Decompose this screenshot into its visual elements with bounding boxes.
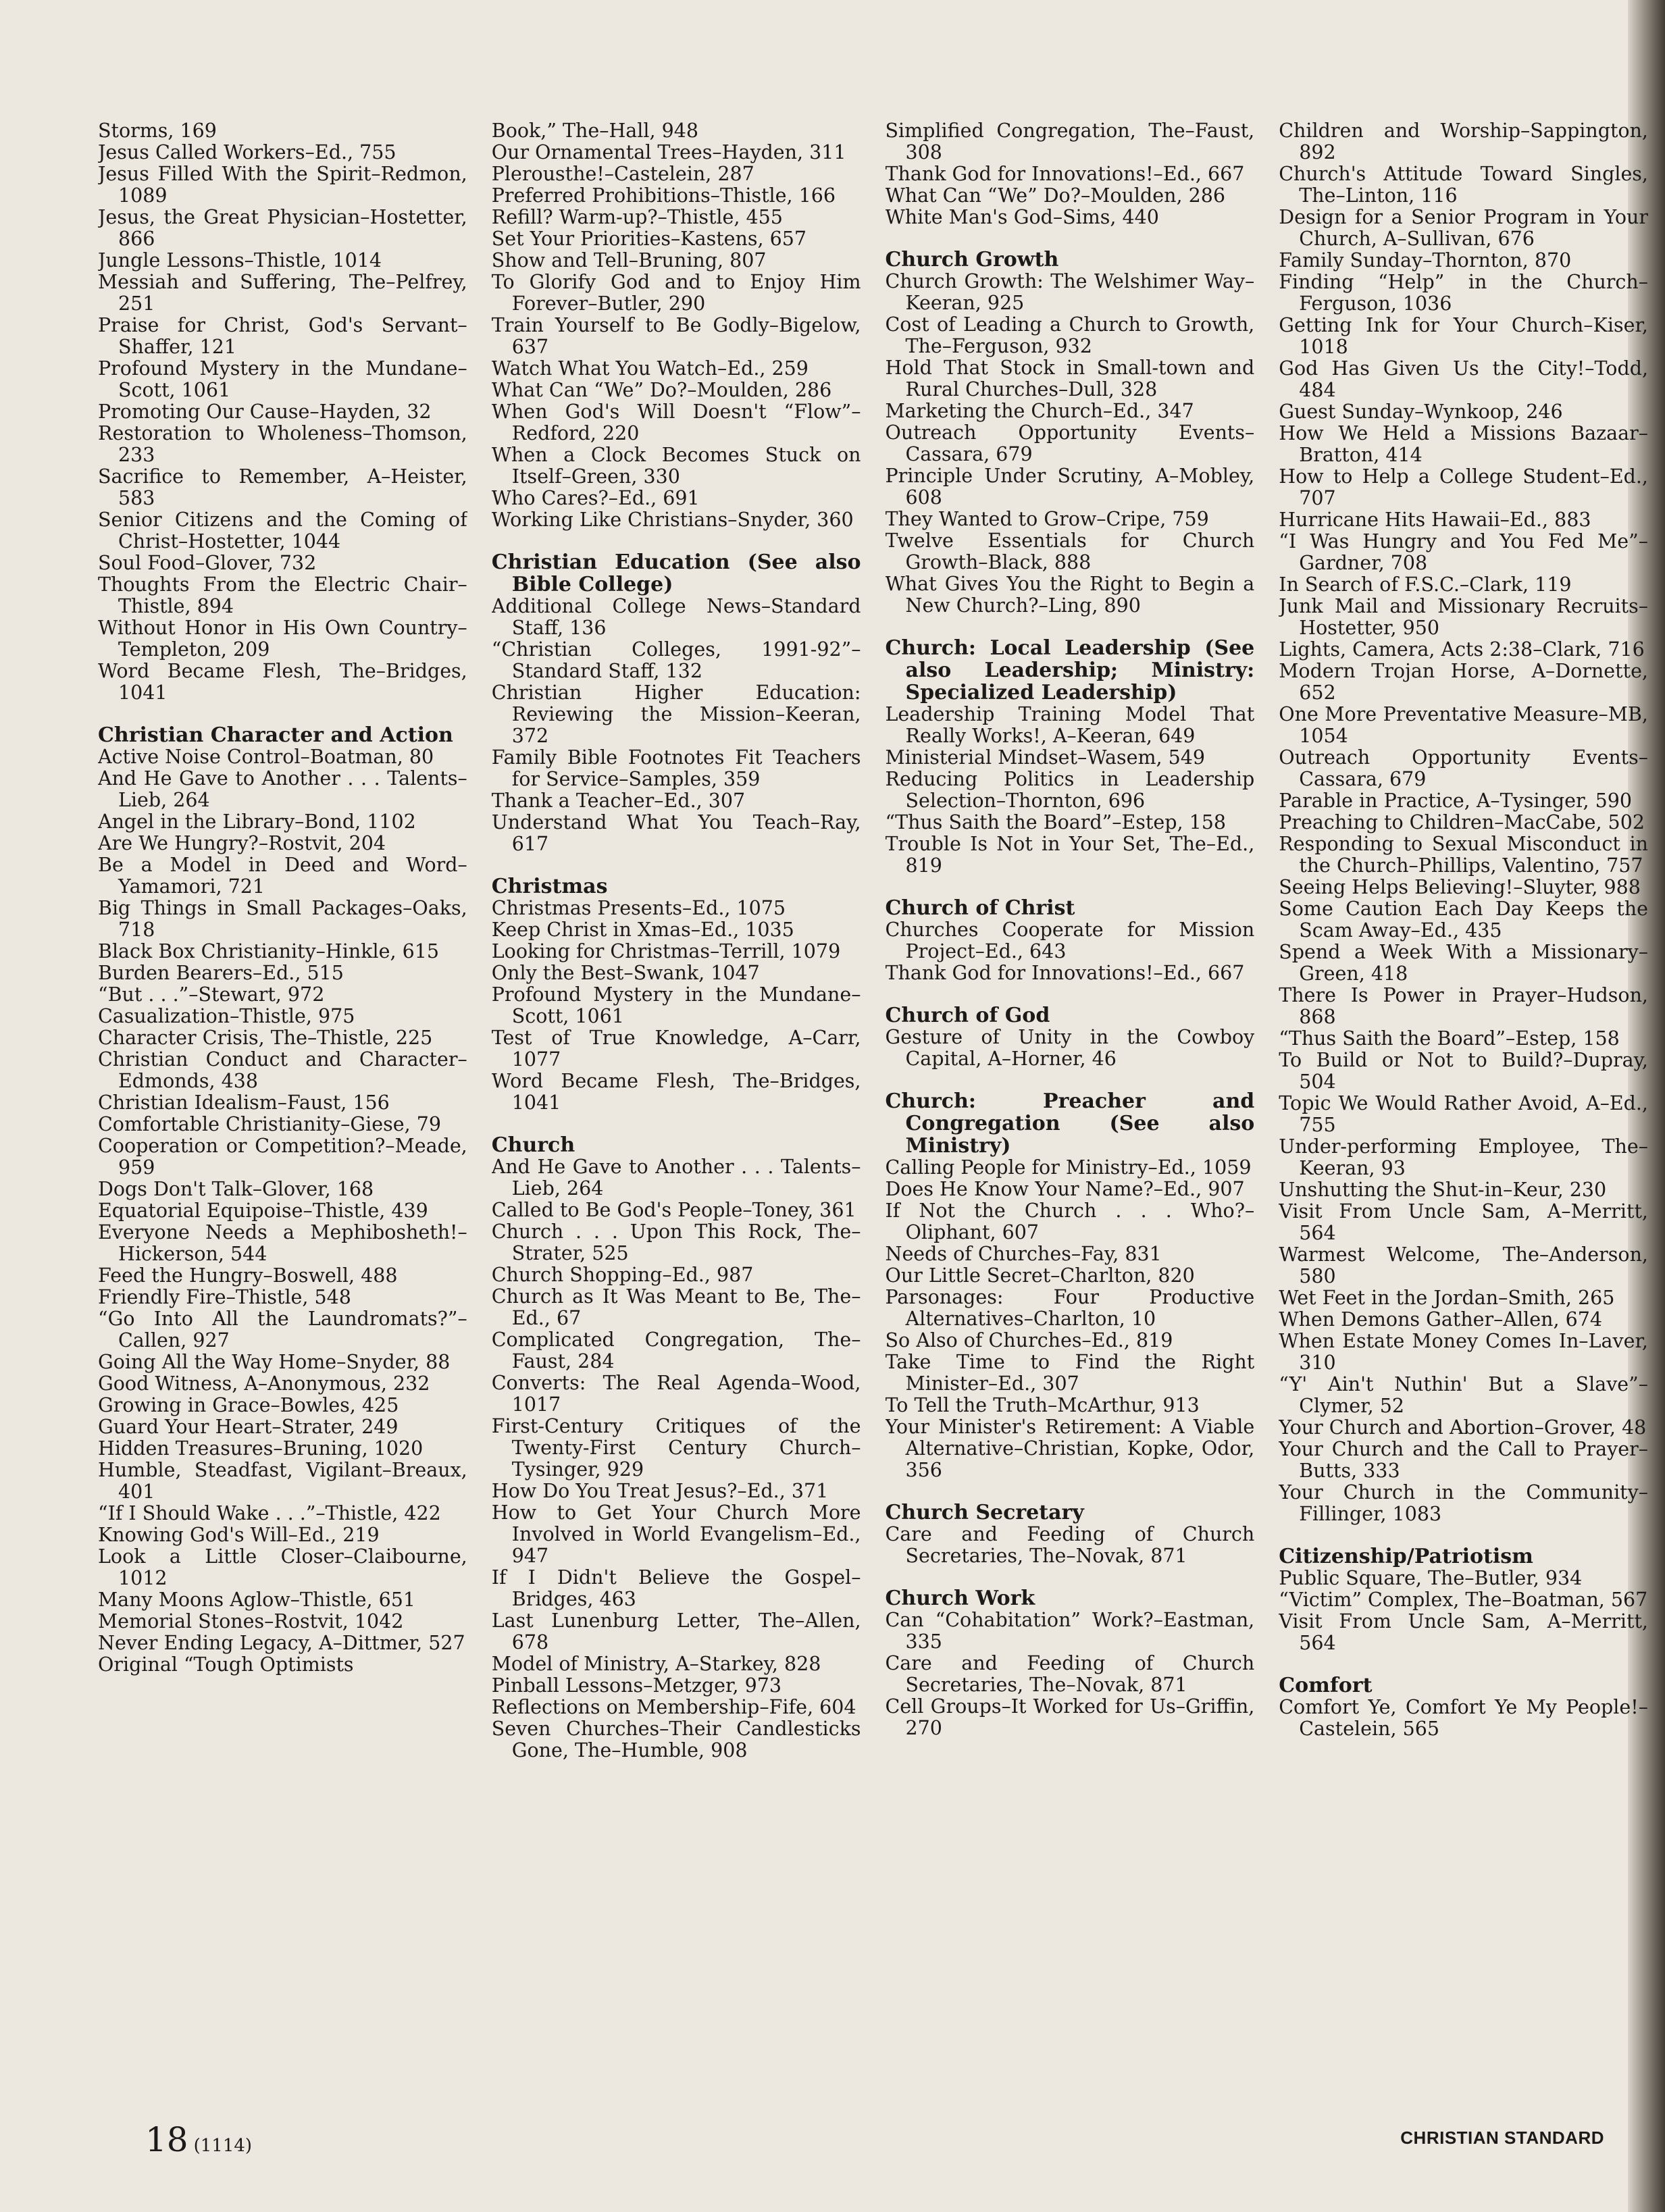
publication-name: CHRISTIAN STANDARD	[1400, 2128, 1604, 2148]
index-entry: Sacrifice to Remember, A–Heister, 583	[98, 465, 467, 509]
index-entry: Everyone Needs a Mephibosheth!–Hickerson, 544	[98, 1221, 467, 1265]
index-entry: Are We Hungry?–Rostvit, 204	[98, 832, 386, 854]
index-entry: Jesus Filled With the Spirit–Redmon, 1089	[98, 163, 467, 207]
index-entry: Ministerial Mindset–Wasem, 549	[885, 746, 1206, 769]
index-entry: Topic We Would Rather Avoid, A–Ed., 755	[1279, 1092, 1648, 1136]
index-entry: Unshutting the Shut-in–Keur, 230	[1279, 1179, 1607, 1201]
index-entry: Parsonages: Four Productive Alternatives–Charlton, 10	[885, 1286, 1255, 1330]
index-entry: Converts: The Real Agenda–Wood, 1017	[491, 1372, 861, 1416]
index-entry: Be a Model in Deed and Word–Yamamori, 721	[98, 854, 467, 898]
index-entry: Character Crisis, The–Thistle, 225	[98, 1027, 433, 1049]
index-entry: Leadership Training Model That Really Works!, A–Keeran, 649	[885, 703, 1255, 747]
index-entry: In Search of F.S.C.–Clark, 119	[1279, 573, 1572, 596]
index-entry: “Christian Colleges, 1991-92”–Standard Staff, 132	[491, 638, 861, 682]
index-entry: To Glorify God and to Enjoy Him Forever–Butler, 290	[491, 271, 861, 315]
index-entry: Thank a Teacher–Ed., 307	[491, 790, 746, 812]
index-entry: Church Shopping–Ed., 987	[491, 1264, 754, 1286]
index-entry: One More Preventative Measure–MB, 1054	[1279, 703, 1648, 747]
index-entry: Seeing Helps Believing!–Sluyter, 988	[1279, 876, 1641, 898]
index-entry: Keep Christ in Xmas–Ed., 1035	[491, 919, 794, 941]
index-entry: “If I Should Wake . . .”–Thistle, 422	[98, 1502, 441, 1524]
section-heading: Church of God	[885, 1004, 1050, 1027]
index-entry: If I Didn't Believe the Gospel–Bridges, 463	[491, 1566, 861, 1610]
index-entry: Last Lunenburg Letter, The–Allen, 678	[491, 1610, 861, 1653]
index-entry: Big Things in Small Packages–Oaks, 718	[98, 897, 467, 941]
index-entry: Who Cares?–Ed., 691	[491, 487, 700, 509]
index-entry: Feed the Hungry–Boswell, 488	[98, 1264, 398, 1287]
index-entry: God Has Given Us the City!–Todd, 484	[1279, 357, 1648, 401]
index-entry: Without Honor in His Own Country–Templeton, 209	[98, 617, 467, 661]
index-entry: Design for a Senior Program in Your Church, A–Sullivan, 676	[1279, 206, 1648, 250]
index-entry: Needs of Churches–Fay, 831	[885, 1243, 1162, 1265]
index-entry: Profound Mystery in the Mundane–Scott, 1061	[98, 357, 467, 401]
index-entry: Original “Tough Optimists	[98, 1653, 354, 1676]
index-entry: Going All the Way Home–Snyder, 88	[98, 1351, 451, 1373]
index-entry: Church's Attitude Toward Singles, The–Linton, 116	[1279, 163, 1648, 207]
index-entry: “Go Into All the Laundromats?”–Callen, 927	[98, 1308, 467, 1352]
index-entry: Watch What You Watch–Ed., 259	[491, 357, 809, 380]
index-entry: Hidden Treasures–Bruning, 1020	[98, 1437, 424, 1460]
index-entry: Comfort Ye, Comfort Ye My People!–Castelein, 565	[1279, 1696, 1648, 1740]
index-entry: Simplified Congregation, The–Faust, 308	[885, 120, 1255, 163]
index-entry: “Thus Saith the Board”–Estep, 158	[885, 811, 1226, 833]
index-entry: Trouble Is Not in Your Set, The–Ed., 819	[885, 833, 1255, 877]
index-entry: What Can “We” Do?–Moulden, 286	[491, 379, 832, 401]
index-entry: Casualization–Thistle, 975	[98, 1005, 355, 1027]
index-entry: Thank God for Innovations!–Ed., 667	[885, 962, 1245, 984]
index-entry: White Man's God–Sims, 440	[885, 206, 1159, 228]
index-entry: Seven Churches–Their Candlesticks Gone, The–Humble, 908	[491, 1718, 861, 1761]
index-entry: Marketing the Church–Ed., 347	[885, 400, 1194, 422]
index-entry: What Gives You the Right to Begin a New Church?–Ling, 890	[885, 573, 1255, 617]
index-entry: Your Minister's Retirement: A Viable Alternative–Christian, Kopke, Odor, 356	[885, 1416, 1255, 1481]
index-entry: To Build or Not to Build?–Dupray, 504	[1279, 1049, 1648, 1093]
index-entry: And He Gave to Another . . . Talents–Lieb, 264	[98, 767, 467, 811]
index-entry: Reflections on Membership–Fife, 604	[491, 1696, 856, 1718]
index-section	[886, 637, 1255, 877]
section-heading: Comfort	[1279, 1674, 1373, 1697]
index-entry: Your Church in the Community–Fillinger, 1083	[1279, 1481, 1648, 1525]
index-entry: There Is Power in Prayer–Hudson, 868	[1279, 984, 1648, 1028]
index-entry: Finding “Help” in the Church–Ferguson, 1036	[1279, 271, 1648, 315]
index-entry: Hold That Stock in Small-town and Rural Churches–Dull, 328	[885, 357, 1255, 401]
index-entry: Plerousthe!–Castelein, 287	[491, 163, 754, 185]
index-column-4	[1279, 120, 1648, 2059]
index-entry: Storms, 169	[98, 120, 217, 142]
index-entry: Burden Bearers–Ed., 515	[98, 962, 344, 984]
index-entry: Outreach Opportunity Events–Cassara, 679	[885, 421, 1255, 465]
index-section	[492, 1134, 861, 1761]
index-entry: Black Box Christianity–Hinkle, 615	[98, 940, 440, 962]
index-entry: When God's Will Doesn't “Flow”–Redford, 220	[491, 401, 861, 444]
index-entry: Additional College News–Standard Staff, 136	[491, 595, 861, 639]
index-section	[886, 1587, 1255, 1739]
index-entry: Parable in Practice, A–Tysinger, 590	[1279, 790, 1632, 812]
section-heading: Church: Local Leadership (See also Leadership; Ministry: Specialized Leadership)	[885, 636, 1255, 704]
index-entry: Visit From Uncle Sam, A–Merritt, 564	[1279, 1200, 1648, 1244]
index-section	[886, 120, 1255, 228]
index-entry: Train Yourself to Be Godly–Bigelow, 637	[491, 314, 861, 358]
index-entry: Junk Mail and Missionary Recruits–Hostetter, 950	[1279, 595, 1648, 639]
index-entry: Church . . . Upon This Rock, The–Strater, 525	[491, 1220, 861, 1264]
index-entry: They Wanted to Grow–Cripe, 759	[885, 508, 1209, 530]
index-entry: Senior Citizens and the Coming of Christ–Hostetter, 1044	[98, 509, 467, 552]
index-entry: Calling People for Ministry–Ed., 1059	[885, 1156, 1252, 1179]
index-entry: Preferred Prohibitions–Thistle, 166	[491, 184, 836, 207]
index-entry: Christian Idealism–Faust, 156	[98, 1091, 390, 1114]
index-entry: Our Ornamental Trees–Hayden, 311	[491, 141, 846, 163]
section-heading: Christmas	[491, 875, 608, 898]
index-entry: Cell Groups–It Worked for Us–Griffin, 270	[885, 1695, 1255, 1739]
index-entry: Can “Cohabitation” Work?–Eastman, 335	[885, 1609, 1255, 1653]
index-column-3	[886, 120, 1255, 2059]
index-entry: Family Sunday–Thornton, 870	[1279, 249, 1572, 272]
index-entry: “Y' Ain't Nuthin' But a Slave”–Clymer, 52	[1279, 1373, 1648, 1417]
index-section	[1279, 120, 1648, 1525]
section-heading: Church Secretary	[885, 1501, 1084, 1524]
index-entry: When a Clock Becomes Stuck on Itself–Green, 330	[491, 444, 861, 488]
index-entry: Jesus Called Workers–Ed., 755	[98, 141, 396, 163]
index-entry: Thank God for Innovations!–Ed., 667	[885, 163, 1245, 185]
index-entry: Working Like Christians–Snyder, 360	[491, 509, 854, 531]
section-heading: Church of Christ	[885, 896, 1075, 920]
index-section	[98, 120, 467, 704]
index-entry: What Can “We” Do?–Moulden, 286	[885, 184, 1226, 207]
index-entry: Comfortable Christianity–Giese, 79	[98, 1113, 442, 1135]
index-entry: Principle Under Scrutiny, A–Mobley, 608	[885, 465, 1255, 509]
index-section	[886, 1501, 1255, 1567]
index-entry: Good Witness, A–Anonymous, 232	[98, 1372, 430, 1395]
index-entry: Family Bible Footnotes Fit Teachers for Service–Samples, 359	[491, 746, 861, 790]
index-entry: Active Noise Control–Boatman, 80	[98, 746, 434, 768]
index-entry: Promoting Our Cause–Hayden, 32	[98, 401, 432, 423]
index-entry: Guard Your Heart–Strater, 249	[98, 1416, 399, 1438]
index-entry: Praise for Christ, God's Servant–Shaffer, 121	[98, 314, 467, 358]
index-entry: Soul Food–Glover, 732	[98, 552, 317, 574]
index-entry: Care and Feeding of Church Secretaries, The–Novak, 871	[885, 1652, 1255, 1696]
index-entry: “Thus Saith the Board”–Estep, 158	[1279, 1027, 1620, 1050]
index-entry: Lights, Camera, Acts 2:38–Clark, 716	[1279, 638, 1645, 661]
index-entry: Angel in the Library–Bond, 1102	[98, 811, 416, 833]
index-entry: Twelve Essentials for Church Growth–Black, 888	[885, 530, 1255, 573]
index-entry: If Not the Church . . . Who?–Oliphant, 607	[885, 1200, 1255, 1243]
page-number-main: 18	[145, 2120, 188, 2159]
index-entry: Knowing God's Will–Ed., 219	[98, 1524, 380, 1546]
index-entry: Model of Ministry, A–Starkey, 828	[491, 1653, 821, 1675]
index-entry: Cost of Leading a Church to Growth, The–Ferguson, 932	[885, 313, 1255, 357]
index-entry: Word Became Flesh, The–Bridges, 1041	[98, 660, 467, 704]
index-section	[1279, 1545, 1648, 1654]
index-entry: Humble, Steadfast, Vigilant–Breaux, 401	[98, 1459, 467, 1503]
index-entry: Care and Feeding of Church Secretaries, The–Novak, 871	[885, 1523, 1255, 1567]
index-entry: When Demons Gather–Allen, 674	[1279, 1308, 1602, 1331]
index-entry: Your Church and the Call to Prayer–Butts, 333	[1279, 1438, 1648, 1482]
index-entry: Dogs Don't Talk–Glover, 168	[98, 1178, 374, 1200]
index-entry: Only the Best–Swank, 1047	[491, 962, 760, 984]
index-entry: Equatorial Equipoise–Thistle, 439	[98, 1200, 428, 1222]
index-column-2	[492, 120, 861, 2059]
index-entry: How We Held a Missions Bazaar–Bratton, 414	[1279, 422, 1648, 466]
section-heading: Church: Preacher and Congregation (See also Ministry)	[885, 1089, 1255, 1158]
index-section	[1279, 1674, 1648, 1740]
index-entry: Some Caution Each Day Keeps the Scam Away–Ed., 435	[1279, 898, 1648, 942]
index-columns	[98, 120, 1648, 2059]
index-entry: Public Square, The–Butler, 934	[1279, 1567, 1583, 1589]
index-entry: Cooperation or Competition?–Meade, 959	[98, 1135, 467, 1179]
index-entry: And He Gave to Another . . . Talents–Lieb, 264	[491, 1156, 861, 1200]
section-heading: Citizenship/Patriotism	[1279, 1545, 1533, 1568]
index-section	[886, 1004, 1255, 1070]
page-number	[145, 2121, 252, 2165]
index-entry: Visit From Uncle Sam, A–Merritt, 564	[1279, 1610, 1648, 1654]
index-entry: Preaching to Children–MacCabe, 502	[1279, 811, 1645, 833]
index-entry: Responding to Sexual Misconduct in the Church–Phillips, Valentino, 757	[1279, 833, 1648, 877]
index-section	[886, 249, 1255, 617]
index-entry: First-Century Critiques of the Twenty-First Century Church–Tysinger, 929	[491, 1415, 861, 1481]
index-entry: Never Ending Legacy, A–Dittmer, 527	[98, 1632, 465, 1654]
page-number-sub: (1114)	[193, 2136, 253, 2156]
index-column-1	[98, 120, 467, 2059]
index-entry: Reducing Politics in Leadership Selection–Thornton, 696	[885, 768, 1255, 812]
index-entry: Gesture of Unity in the Cowboy Capital, A–Horner, 46	[885, 1026, 1255, 1070]
index-entry: Set Your Priorities–Kastens, 657	[491, 228, 807, 250]
index-entry: Growing in Grace–Bowles, 425	[98, 1394, 399, 1416]
index-entry: Spend a Week With a Missionary–Green, 418	[1279, 941, 1648, 985]
index-section	[886, 897, 1255, 984]
index-entry: Outreach Opportunity Events–Cassara, 679	[1279, 746, 1648, 790]
index-entry: Messiah and Suffering, The–Pelfrey, 251	[98, 271, 467, 315]
index-entry: Church as It Was Meant to Be, The–Ed., 67	[491, 1285, 861, 1329]
index-entry: “I Was Hungry and You Fed Me”–Gardner, 708	[1279, 530, 1648, 574]
index-entry: Restoration to Wholeness–Thomson, 233	[98, 422, 467, 466]
index-entry: Looking for Christmas–Terrill, 1079	[491, 940, 841, 962]
index-entry: Friendly Fire–Thistle, 548	[98, 1286, 351, 1308]
index-section	[492, 875, 861, 1114]
index-entry: “But . . .”–Stewart, 972	[98, 983, 325, 1006]
index-entry: Jesus, the Great Physician–Hostetter, 866	[98, 206, 467, 250]
index-entry: Guest Sunday–Wynkoop, 246	[1279, 401, 1563, 423]
section-heading: Church Work	[885, 1587, 1035, 1610]
index-entry: Complicated Congregation, The–Faust, 284	[491, 1329, 861, 1372]
section-heading: Church	[491, 1133, 575, 1157]
index-entry: Test of True Knowledge, A–Carr, 1077	[491, 1027, 861, 1071]
index-entry: Understand What You Teach–Ray, 617	[491, 811, 861, 855]
index-entry: Word Became Flesh, The–Bridges, 1041	[491, 1070, 861, 1114]
index-entry: Our Little Secret–Charlton, 820	[885, 1264, 1195, 1287]
index-entry: Called to Be God's People–Toney, 361	[491, 1199, 856, 1221]
index-entry: To Tell the Truth–McArthur, 913	[885, 1394, 1200, 1416]
index-entry: Under-performing Employee, The–Keeran, 93	[1279, 1135, 1648, 1179]
index-entry: Take Time to Find the Right Minister–Ed., 307	[885, 1351, 1255, 1395]
index-entry: How Do You Treat Jesus?–Ed., 371	[491, 1480, 829, 1502]
index-entry: Modern Trojan Horse, A–Dornette, 652	[1279, 660, 1648, 704]
index-entry: Church Growth: The Welshimer Way–Keeran, 925	[885, 270, 1255, 314]
index-entry: Many Moons Aglow–Thistle, 651	[98, 1589, 416, 1611]
index-entry: Your Church and Abortion–Grover, 48	[1279, 1416, 1647, 1439]
index-entry: Refill? Warm-up?–Thistle, 455	[491, 206, 783, 228]
index-entry: Pinball Lessons–Metzger, 973	[491, 1674, 782, 1697]
index-entry: Warmest Welcome, The–Anderson, 580	[1279, 1243, 1648, 1287]
index-entry: Christian Conduct and Character–Edmonds, 438	[98, 1048, 467, 1092]
section-heading: Christian Character and Action	[98, 723, 453, 747]
index-entry: Wet Feet in the Jordan–Smith, 265	[1279, 1287, 1615, 1309]
index-section	[98, 724, 467, 1676]
index-entry: Christian Higher Education: Reviewing the Mission–Keeran, 372	[491, 681, 861, 747]
section-heading: Christian Education (See also Bible College)	[491, 550, 861, 596]
index-entry: Memorial Stones–Rostvit, 1042	[98, 1610, 404, 1632]
index-entry: Getting Ink for Your Church–Kiser, 1018	[1279, 314, 1648, 358]
index-entry: Children and Worship–Sappington, 892	[1279, 120, 1648, 163]
section-heading: Church Growth	[885, 248, 1059, 272]
index-entry: Show and Tell–Bruning, 807	[491, 249, 767, 272]
index-entry: When Estate Money Comes In–Laver, 310	[1279, 1330, 1648, 1374]
index-entry: Look a Little Closer–Claibourne, 1012	[98, 1545, 467, 1589]
index-entry: Profound Mystery in the Mundane–Scott, 1061	[491, 983, 861, 1027]
index-entry: Christmas Presents–Ed., 1075	[491, 897, 786, 919]
index-section	[886, 1090, 1255, 1481]
index-entry: Book,” The–Hall, 948	[491, 120, 699, 142]
index-entry: Churches Cooperate for Mission Project–Ed., 643	[885, 919, 1255, 962]
index-entry: Hurricane Hits Hawaii–Ed., 883	[1279, 509, 1591, 531]
index-entry: Thoughts From the Electric Chair–Thistle, 894	[98, 573, 467, 617]
index-entry: How to Get Your Church More Involved in World Evangelism–Ed., 947	[491, 1501, 861, 1567]
index-entry: So Also of Churches–Ed., 819	[885, 1329, 1173, 1352]
index-section	[492, 120, 861, 531]
index-entry: “Victim” Complex, The–Boatman, 567	[1279, 1589, 1648, 1611]
index-entry: Does He Know Your Name?–Ed., 907	[885, 1178, 1245, 1200]
index-entry: How to Help a College Student–Ed., 707	[1279, 465, 1648, 509]
index-section	[492, 551, 861, 855]
index-entry: Jungle Lessons–Thistle, 1014	[98, 249, 382, 272]
